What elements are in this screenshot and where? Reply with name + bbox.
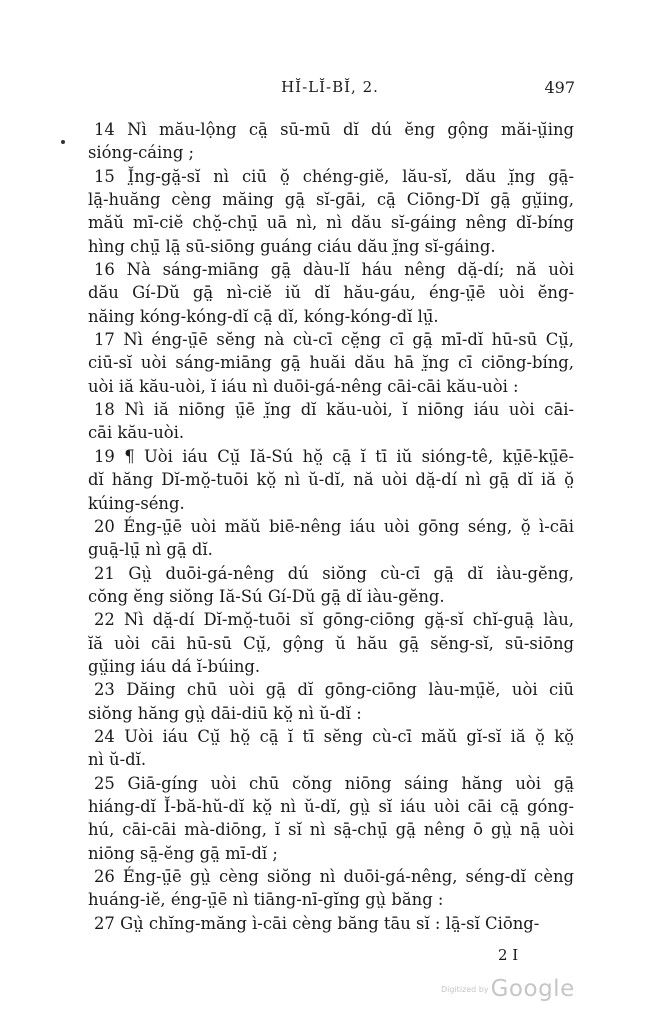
digitized-watermark	[441, 976, 575, 1002]
verse-paragraph	[88, 398, 574, 445]
verse-paragraph	[88, 772, 574, 865]
text-line: kúing-séng.	[88, 493, 185, 513]
text-line: 14 Nì mău-lộng cā̤ sū-mū dĭ dú ĕng gộng măi-ṳ̆ing	[94, 120, 574, 139]
text-line: lā̤-huăng cèng măing gā̤ sĭ-gāi, cā̤ Ciōng-Dĭ gā̤ gṳ̆ing,	[88, 190, 574, 210]
text-line: 21 Gṳ̀ duōi-gá-nêng dú siŏng cù-cī gā̤ dĭ iàu-gĕng,	[94, 563, 574, 583]
text-line: dău Gí-Dŭ gā̤ nì-ciĕ iŭ dĭ hău-gáu, éng-ṳ̄ē uòi ĕng-	[88, 283, 574, 303]
body-text	[88, 118, 574, 935]
verse-paragraph	[88, 328, 574, 398]
text-line: gṳ̆ing iáu dá ĭ-búing.	[88, 656, 261, 676]
text-line: niōng sā̤-ĕng gā̤ mī-dĭ ;	[88, 843, 278, 863]
text-line: 27 Gṳ̀ chĭng-măng ì-cāi cèng băng tāu sĭ : lā̤-sĭ Ciōng-	[94, 913, 540, 933]
text-line: 23 Dăing chū uòi gā̤ dĭ gōng-ciōng làu-mṳ̄ĕ, uòi ciū	[94, 680, 574, 700]
verse-paragraph	[88, 118, 574, 165]
text-line: 20 Éng-ṳ̄ē uòi măŭ biē-nêng iáu uòi gōng séng, ŏ̤ ì-cāi	[94, 516, 574, 536]
margin-dot	[61, 140, 65, 144]
signature-mark: 2 I	[498, 946, 519, 964]
text-line: 25 Giā-gíng uòi chū cŏng niōng sáing hăng uòi gā̤	[94, 773, 574, 793]
verse-paragraph	[88, 562, 574, 609]
text-line: 22 Nì dă̤-dí Dĭ-mŏ̤-tuōi sĭ gōng-ciōng gă̤-sĭ chĭ-guā̤ làu,	[94, 610, 574, 630]
text-line: năing kóng-kóng-dĭ cā̤ dĭ, kóng-kóng-dĭ lṳ̄.	[88, 306, 439, 326]
page-number: 497	[544, 78, 575, 97]
watermark-prefix: Digitized by	[441, 985, 489, 994]
text-line: nì ŭ-dĭ.	[88, 750, 147, 770]
text-line: măŭ mī-ciĕ chŏ̤-chṳ̄ uā nì, nì dău sĭ-gáing nêng dĭ-bíng	[88, 213, 574, 233]
verse-paragraph	[88, 515, 574, 562]
text-line: 16 Nà sáng-miāng gā̤ dàu-lĭ háu nêng dă̤-dí; nă uòi	[94, 260, 574, 280]
verse-paragraph	[88, 725, 574, 772]
text-line: 24 Uòi iáu Cṳ̆ hŏ̤ cā̤ ĭ tī sĕng cù-cī măŭ gĭ-sĭ iă ŏ̤ kŏ̤	[94, 726, 574, 746]
text-line: 19 ¶ Uòi iáu Cṳ̆ Iă-Sú hŏ̤ cā̤ ĭ tī iŭ sióng-tê, kṳ̄ē-kṳ̄ē-	[94, 446, 574, 466]
verse-paragraph	[88, 912, 574, 935]
verse-paragraph	[88, 608, 574, 678]
verse-paragraph	[88, 165, 574, 258]
text-line: huáng-iĕ, éng-ṳ̄ē nì tiāng-nī-gĭng gṳ̀ băng :	[88, 890, 444, 910]
text-line: cāi kău-uòi.	[88, 423, 185, 443]
text-line: 15 Ĭ̤ng-gă̤-sĭ nì ciū ŏ̤ chéng-giĕ, lău-sĭ, dău ĭ̤ng gā̤-	[94, 166, 574, 186]
text-line: 26 Éng-ṳ̄ē gṳ̀ cèng siŏng nì duōi-gá-nêng, séng-dĭ cèng	[94, 867, 574, 886]
text-line: siŏng hăng gṳ̀ dāi-diū kŏ̤ nì ŭ-dĭ :	[88, 703, 362, 723]
google-logo: Google	[490, 976, 575, 1002]
text-line: ciū-sĭ uòi sáng-miāng gā̤ huăi dău hā ĭ̤ng cī ciōng-bíng,	[88, 353, 574, 373]
text-line: ĭă uòi cāi hū-sū Cṳ̆, gộng ŭ hău gā̤ sĕng-sĭ, sū-siōng	[88, 633, 574, 653]
text-line: dĭ hăng Dĭ-mŏ̤-tuōi kŏ̤ nì ŭ-dĭ, nă uòi dă̤-dí nì gā̤ dĭ iă ŏ̤	[88, 470, 574, 490]
text-line: uòi iă kău-uòi, ĭ iáu nì duōi-gá-nêng cāi-cāi kău-uòi :	[88, 376, 519, 396]
text-line: hú, cāi-cāi mà-diōng, ĭ sĭ nì sā̤-chṳ̄ gā̤ nêng ō gṳ̀ nā̤ uòi	[88, 820, 574, 840]
verse-paragraph	[88, 258, 574, 328]
text-line: hìng chṳ̄ lā̤ sū-siōng guáng ciáu dău ĭ̤ng sĭ-gáing.	[88, 236, 496, 256]
text-line: sióng-cáing ;	[88, 143, 195, 163]
verse-paragraph	[88, 445, 574, 515]
text-line: 17 Nì éng-ṳ̄ē sĕng nà cù-cī cĕ̤ng cī gā̤ mī-dĭ hū-sū Cṳ̆,	[94, 330, 574, 350]
page-header	[85, 78, 575, 104]
verse-paragraph	[88, 865, 574, 912]
text-line: cŏng ĕng siŏng Iă-Sú Gí-Dŭ gā̤ dĭ iàu-gĕng.	[88, 586, 445, 606]
text-line: 18 Nì iă niōng ṳ̄ē ĭ̤ng dĭ kău-uòi, ĭ niōng iáu uòi cāi-	[94, 400, 574, 420]
running-title: HĬ-LĬ-BĬ, 2.	[281, 78, 379, 96]
text-line: guā̤-lṳ̄ nì gā̤ dĭ.	[88, 540, 213, 560]
text-line: hiáng-dĭ Ĭ-bă-hŭ-dĭ kŏ̤ nì ŭ-dĭ, gṳ̀ sĭ iáu uòi cāi cā̤ góng-	[88, 796, 574, 816]
verse-paragraph	[88, 678, 574, 725]
